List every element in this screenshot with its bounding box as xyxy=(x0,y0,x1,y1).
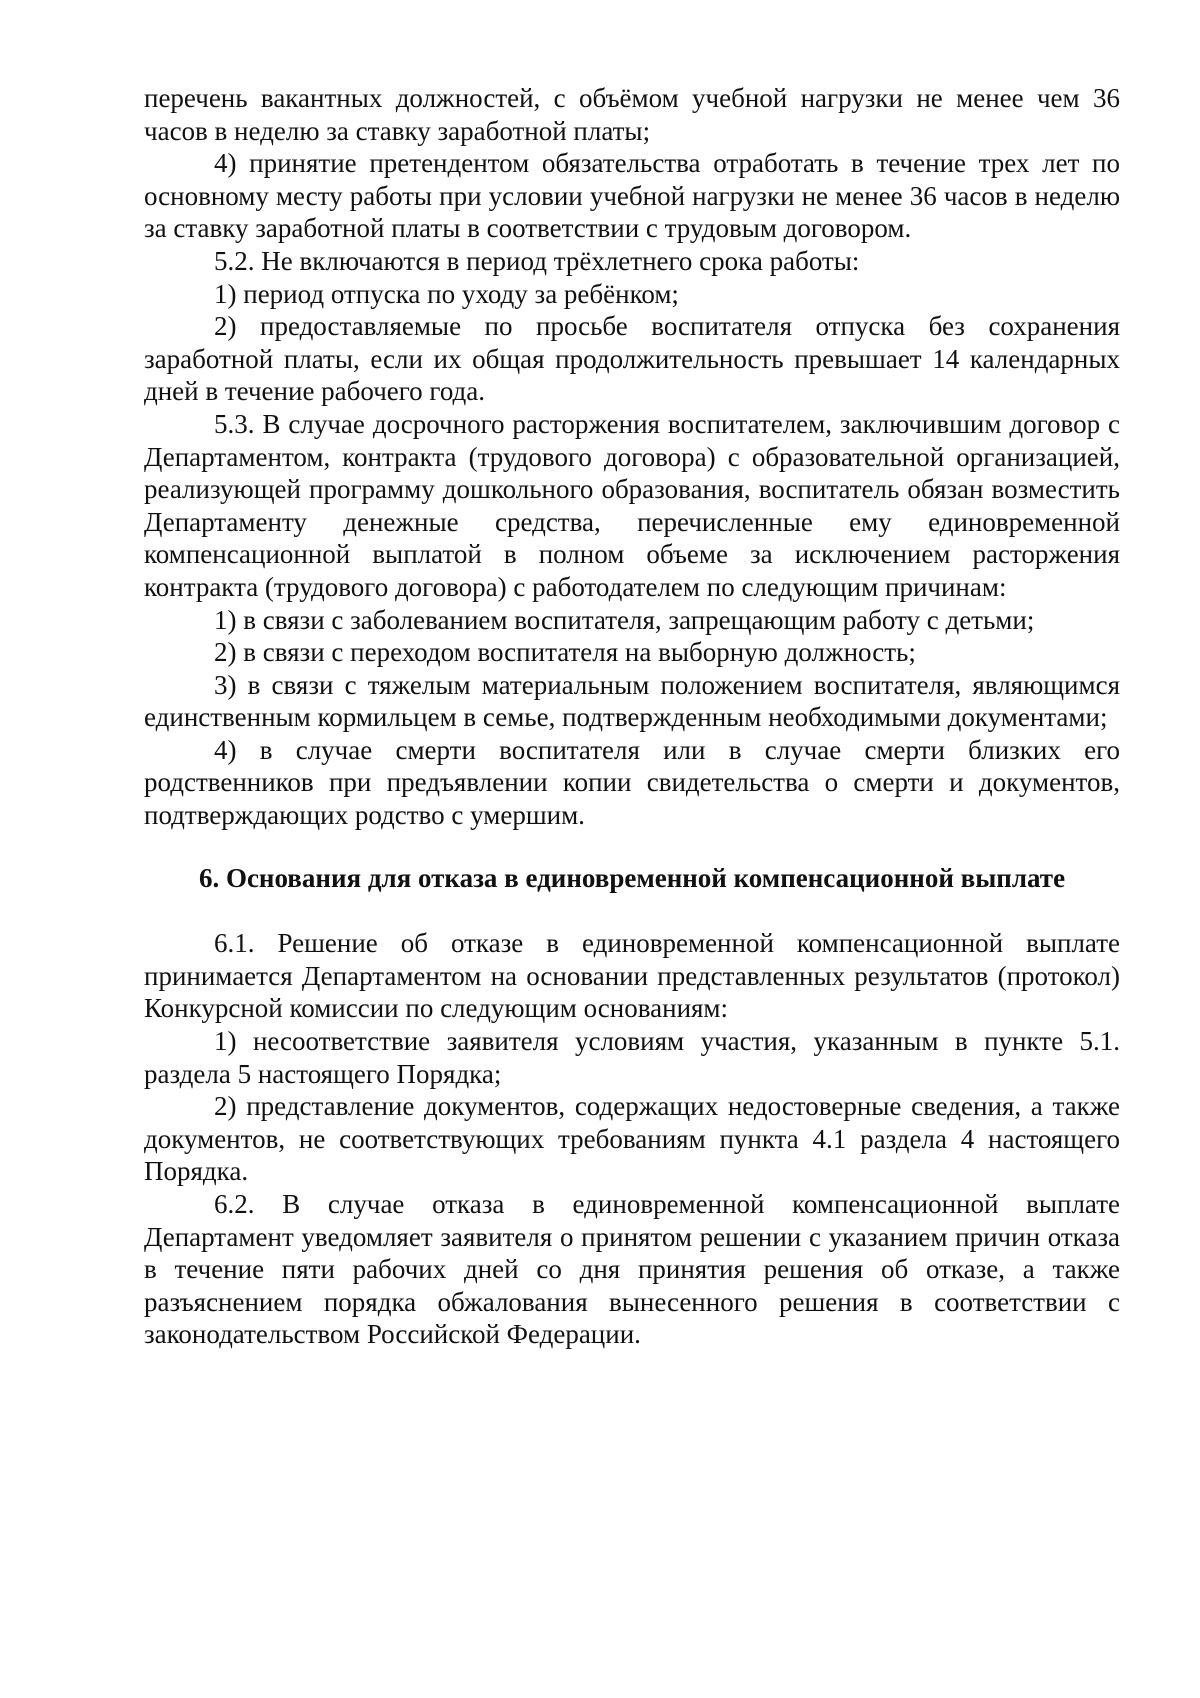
section-6-heading: 6. Основания для отказа в единовременной компенсационной выплате xyxy=(198,862,1066,893)
paragraph-5-3-item-3: 3) в связи с тяжелым материальным положением воспитателя, являющимся единственным кормильцем в семье, подтвержденным необходимыми документами; xyxy=(144,669,1120,733)
paragraph-item-4-obligation: 4) принятие претендентом обязательства отработать в течение трех лет по основному месту работы при условии учебной нагрузки не менее 36 часов в неделю за ставку заработной платы в соответствии с трудовым договором. xyxy=(144,148,1120,244)
paragraph-6-1-item-2: 2) представление документов, содержащих недостоверные сведения, а также документов, не соответствующих требованиям пункта 4.1 раздела 4 настоящего Порядка. xyxy=(144,1091,1120,1187)
paragraph-5-3: 5.3. В случае досрочного расторжения воспитателем, заключившим договор с Департаментом, контракта (трудового договора) с образовательной организацией, реализующей программу дошкольного образования, воспитатель обязан возместить Департаменту денежные средства, перечисленные ему единовременной компенсационной выплатой в полном объеме за исключением расторжения контракта (трудового договора) с работодателем по следующим причинам: xyxy=(144,408,1120,602)
document-page xyxy=(144,82,1120,1351)
paragraph-5-3-item-1: 1) в связи с заболеванием воспитателя, запрещающим работу с детьми; xyxy=(214,604,1035,635)
paragraph-6-1: 6.1. Решение об отказе в единовременной компенсационной выплате принимается Департаментом на основании представленных результатов (протокол) Конкурсной комиссии по следующим основаниям: xyxy=(144,928,1120,1024)
paragraph-5-2: 5.2. Не включаются в период трёхлетнего срока работы: xyxy=(214,245,860,276)
paragraph-5-3-item-4: 4) в случае смерти воспитателя или в случае смерти близких его родственников при предъявлении копии свидетельства о смерти и документов, подтверждающих родство с умершим. xyxy=(144,734,1120,831)
paragraph-6-2: 6.2. В случае отказа в единовременной компенсационной выплате Департамент уведомляет заявителя о принятом решении с указанием причин отказа в течение пяти рабочих дней со дня принятия решения об отказе, а также разъяснением порядка обжалования вынесенного решения в соответствии с законодательством Российской Федерации. xyxy=(144,1189,1120,1350)
paragraph-5-2-item-1: 1) период отпуска по уходу за ребёнком; xyxy=(214,278,679,309)
paragraph-6-1-item-1: 1) несоответствие заявителя условиям участия, указанным в пункте 5.1. раздела 5 настоящего Порядка; xyxy=(144,1026,1120,1089)
paragraph-5-3-item-2: 2) в связи с переходом воспитателя на выборную должность; xyxy=(214,637,916,668)
paragraph-vacancy-tail: перечень вакантных должностей, с объёмом учебной нагрузки не менее чем 36 часов в неделю за ставку заработной платы; xyxy=(144,83,1120,146)
paragraph-5-2-item-2: 2) предоставляемые по просьбе воспитателя отпуска без сохранения заработной платы, если их общая продолжительность превышает 14 календарных дней в течение рабочего года. xyxy=(144,311,1120,407)
